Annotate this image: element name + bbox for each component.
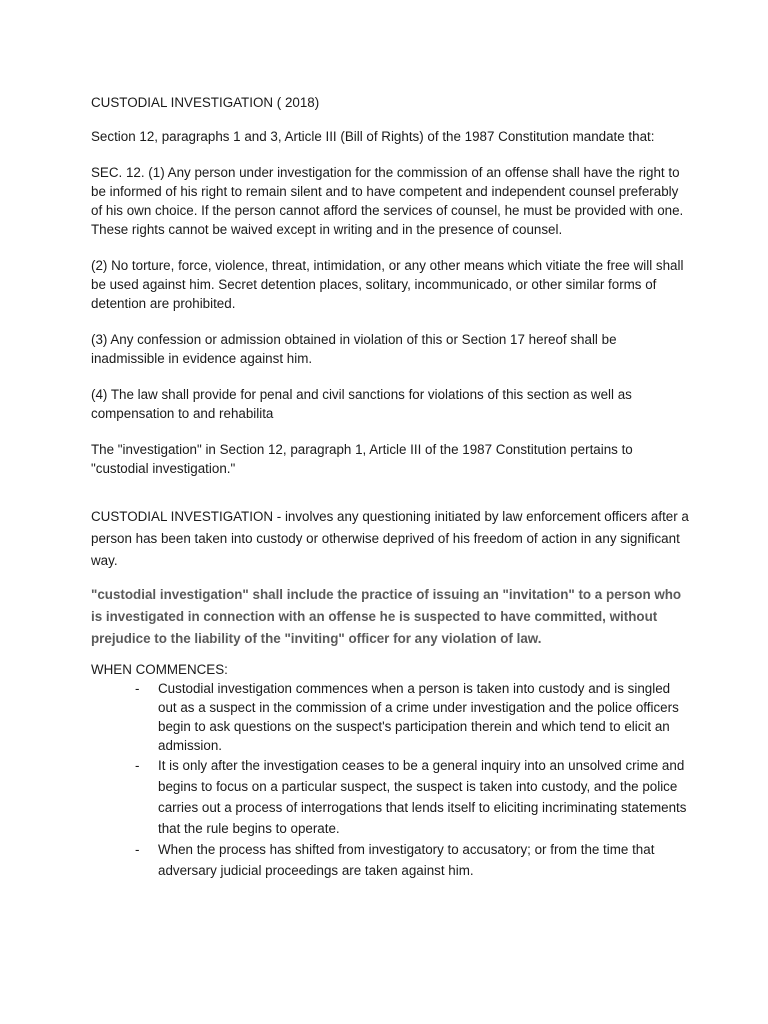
bullet-dash: -	[135, 842, 140, 857]
section-12-paragraph-1: SEC. 12. (1) Any person under investigation for the commission of an offense shall have the right to be informed of his right to remain silent and to have competent and independent counsel preferably of his own choice. If the person cannot afford the services of counsel, he must be provided with one. These rights cannot be waived except in writing and in the presence of counsel.	[91, 165, 684, 237]
list-item-text: When the process has shifted from investigatory to accusatory; or from the time that adversary judicial proceedings are taken against him.	[158, 842, 655, 878]
list-item	[91, 755, 691, 839]
list-item	[91, 839, 691, 881]
section-12-paragraph-3: (3) Any confession or admission obtained in violation of this or Section 17 hereof shall be inadmissible in evidence against him.	[91, 332, 617, 366]
invitation-rule-paragraph: "custodial investigation" shall include the practice of issuing an "invitation" to a person who is investigated in connection with an offense he is suspected to have committed, without prejudice to the liability of the "inviting" officer for any violation of law.	[91, 587, 682, 646]
document-page	[91, 93, 691, 881]
investigation-note-paragraph: The "investigation" in Section 12, paragraph 1, Article III of the 1987 Constitution pertains to "custodial investigation."	[91, 442, 633, 476]
bullet-dash: -	[135, 681, 140, 696]
custodial-investigation-definition: CUSTODIAL INVESTIGATION - involves any questioning initiated by law enforcement officers after a person has been taken into custody or otherwise deprived of his freedom of action in any significant way.	[91, 509, 689, 568]
list-item	[91, 679, 691, 755]
when-commences-heading: WHEN COMMENCES:	[91, 662, 228, 677]
list-item-text: It is only after the investigation ceases to be a general inquiry into an unsolved crime and begins to focus on a particular suspect, the suspect is taken into custody, and the police carries out a process of interrogations that lends itself to eliciting incriminating statements that the rule begins to operate.	[158, 758, 687, 836]
bullet-dash: -	[135, 758, 140, 773]
list-item-text: Custodial investigation commences when a person is taken into custody and is singled out as a suspect in the commission of a crime under investigation and the police officers begin to ask questions on the suspect's participation therein and which tend to elicit an admission.	[158, 681, 679, 753]
section-12-paragraph-4: (4) The law shall provide for penal and civil sanctions for violations of this section as well as compensation to and rehabilita	[91, 387, 632, 421]
section-12-paragraph-2: (2) No torture, force, violence, threat, intimidation, or any other means which vitiate the free will shall be used against him. Secret detention places, solitary, incommunicado, or other similar forms of detention are prohibited.	[91, 258, 684, 311]
intro-paragraph: Section 12, paragraphs 1 and 3, Article III (Bill of Rights) of the 1987 Constitution mandate that:	[91, 129, 655, 144]
document-title: CUSTODIAL INVESTIGATION ( 2018)	[91, 95, 320, 110]
when-commences-list	[91, 679, 691, 881]
